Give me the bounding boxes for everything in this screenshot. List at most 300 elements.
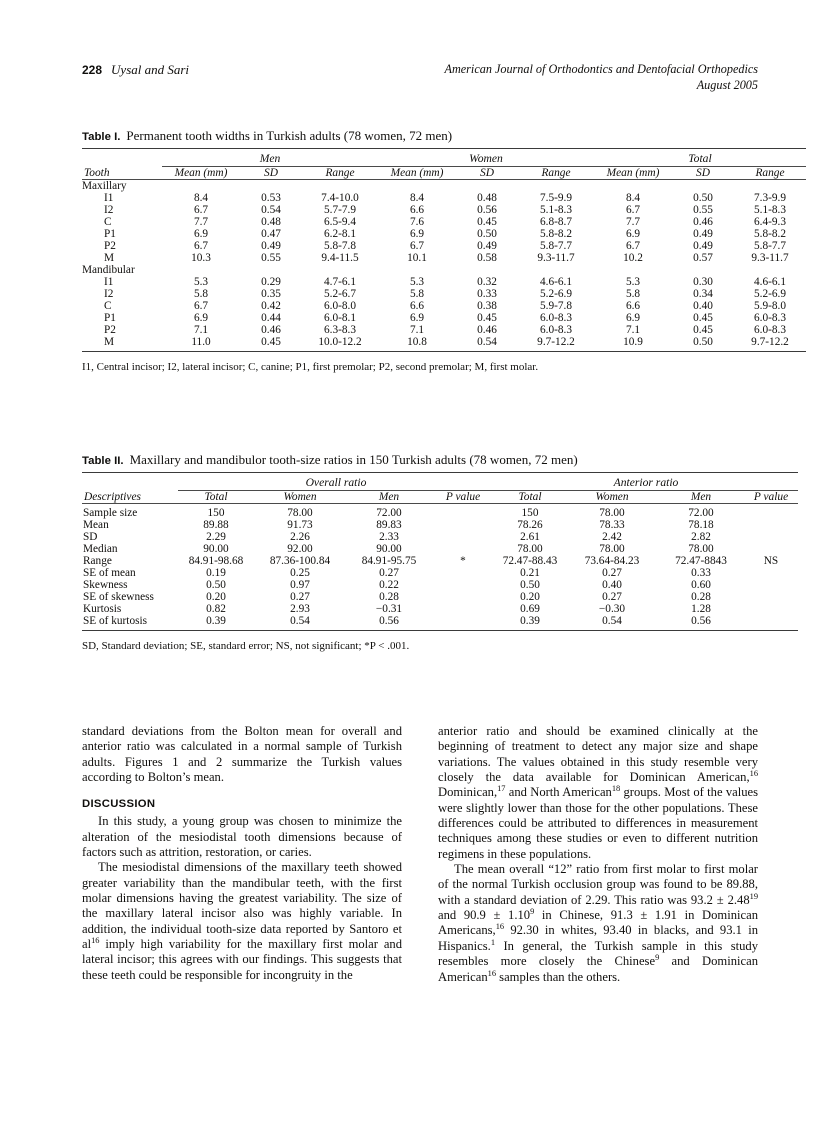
cell: 5.8-7.7 <box>753 240 786 252</box>
row-tooth-label: I2 <box>104 204 114 216</box>
cell: 6.6 <box>409 300 425 312</box>
col-men-sd: SD <box>240 167 302 180</box>
cell: 0.50 <box>693 336 713 348</box>
cell: 0.49 <box>693 228 713 240</box>
row-label: SE of skewness <box>83 591 154 603</box>
citation-ref: 18 <box>611 784 621 794</box>
cell <box>744 615 798 627</box>
cell: 6.0-8.1 <box>323 312 356 324</box>
table-row <box>82 579 798 591</box>
cell: 0.54 <box>290 615 310 627</box>
cell <box>432 531 494 543</box>
cell: 78.26 <box>517 519 543 531</box>
citation-ref: 9 <box>655 952 660 962</box>
paragraph: standard deviations from the Bolton mean for overall and anterior ratio was calculated in a normal sample of Turkish adults. Figures 1 and 2 summarize the Turkish values according to Bolton’s mean. <box>82 724 402 785</box>
cell: 7.7 <box>625 216 641 228</box>
cell: 78.33 <box>599 519 625 531</box>
cell: 9.7-12.2 <box>751 336 789 348</box>
col-overall-pvalue: P value <box>432 491 494 504</box>
cell: 7.7 <box>193 216 209 228</box>
cell: 9.3-11.7 <box>751 252 789 264</box>
table-2-grid <box>82 472 798 634</box>
cell: 0.56 <box>477 204 497 216</box>
cell <box>432 519 494 531</box>
table-2-footnote: SD, Standard deviation; SE, standard error; NS, not significant; *P < .001. <box>82 640 410 652</box>
table-row <box>82 324 806 336</box>
col-men-mean: Mean (mm) <box>162 167 240 180</box>
running-head <box>82 62 758 96</box>
citation-ref: 1 <box>490 937 496 947</box>
cell <box>432 603 494 615</box>
cell: 0.45 <box>477 216 497 228</box>
cell: 0.49 <box>261 240 281 252</box>
cell: 5.8-8.2 <box>539 228 572 240</box>
cell: 5.1-8.3 <box>539 204 572 216</box>
table-row <box>82 240 806 252</box>
cell <box>432 543 494 555</box>
col-anterior-pvalue: P value <box>744 491 798 504</box>
cell: 6.4-9.3 <box>753 216 786 228</box>
table-1-section-header <box>82 180 806 193</box>
table-2-group-overall: Overall ratio <box>305 476 367 489</box>
row-tooth-label: I1 <box>104 276 114 288</box>
cell: 0.27 <box>602 567 622 579</box>
cell: 6.6 <box>625 300 641 312</box>
paragraph-text: The mesiodistal dimensions of the maxillary teeth showed greater variability than the mandibular teeth, with the first molar dimensions having the greatest variability. The size of the maxillary lateral incisor also was highly variable. In addition, the individual tooth-size data reported by Santoro et al <box>82 860 402 952</box>
cell: 0.55 <box>261 252 281 264</box>
cell: 6.5-9.4 <box>323 216 356 228</box>
cell: 0.44 <box>261 312 281 324</box>
table-row <box>82 228 806 240</box>
cell: 0.28 <box>691 591 711 603</box>
cell: 78.18 <box>688 519 714 531</box>
cell: 150 <box>207 507 225 519</box>
cell: 6.9 <box>193 312 209 324</box>
table-row <box>82 336 806 348</box>
table-2 <box>82 452 789 653</box>
paragraph <box>438 862 758 985</box>
cell: 0.45 <box>477 312 497 324</box>
cell: 78.00 <box>688 543 714 555</box>
cell: 6.6 <box>409 204 425 216</box>
cell: 5.8 <box>193 288 209 300</box>
table-2-column-headers <box>82 491 798 504</box>
cell: 2.26 <box>290 531 310 543</box>
cell: 0.50 <box>520 579 540 591</box>
table-2-label: Table II. <box>82 455 124 467</box>
cell <box>744 603 798 615</box>
row-tooth-label: P1 <box>104 228 116 240</box>
cell: 5.2-6.9 <box>753 288 786 300</box>
cell: 0.33 <box>477 288 497 300</box>
cell: 0.33 <box>691 567 711 579</box>
paragraph-text: and 90.9 ± 1.10 <box>438 908 531 923</box>
table-2-group-anterior: Anterior ratio <box>613 476 679 489</box>
row-label: SE of mean <box>83 567 136 579</box>
cell: 5.3 <box>625 276 641 288</box>
cell: 89.83 <box>376 519 402 531</box>
cell: 0.97 <box>290 579 310 591</box>
cell: 0.69 <box>520 603 540 615</box>
cell: 8.4 <box>409 192 425 204</box>
cell: 0.19 <box>206 567 226 579</box>
cell: 78.00 <box>599 543 625 555</box>
col-total-mean: Mean (mm) <box>594 167 672 180</box>
cell: 6.3-8.3 <box>323 324 356 336</box>
table-1-group-men: Men <box>259 152 281 165</box>
row-tooth-label: P2 <box>104 324 116 336</box>
table-1-caption <box>82 128 758 144</box>
cell: 0.60 <box>691 579 711 591</box>
cell: 0.45 <box>693 312 713 324</box>
table-1 <box>82 128 789 374</box>
cell: 72.00 <box>688 507 714 519</box>
row-tooth-label: P1 <box>104 312 116 324</box>
cell: 5.3 <box>409 276 425 288</box>
cell: 0.45 <box>261 336 281 348</box>
cell: 84.91-98.68 <box>188 555 244 567</box>
paragraph-text: and Dominican American <box>438 954 758 984</box>
cell: 78.00 <box>517 543 543 555</box>
row-label: Mean <box>83 519 109 531</box>
cell: 0.48 <box>477 192 497 204</box>
cell: 2.82 <box>691 531 711 543</box>
table-row <box>82 276 806 288</box>
body-column-right <box>438 724 758 985</box>
cell: 0.49 <box>477 240 497 252</box>
paragraph-text: and North American <box>505 785 612 800</box>
table-1-footnote: I1, Central incisor; I2, lateral incisor; C, canine; P1, first premolar; P2, second premolar; M, first molar. <box>82 361 539 373</box>
cell: 10.9 <box>623 336 643 348</box>
table-1-section-header <box>82 264 806 276</box>
paragraph-text: groups. Most of the values were slightly lower than those for the other populations. These differences could be attributed to differences in measurement techniques among these studies or even to different nutrition regimens in these populations. <box>438 785 758 861</box>
cell: 150 <box>521 507 539 519</box>
row-label: SD <box>83 531 98 543</box>
table-2-group-header-row <box>82 476 798 489</box>
cell: 9.4-11.5 <box>321 252 359 264</box>
cell: 6.7 <box>193 300 209 312</box>
cell: 89.88 <box>203 519 229 531</box>
cell: 0.49 <box>693 240 713 252</box>
cell: 5.8 <box>409 288 425 300</box>
cell: 78.00 <box>599 507 625 519</box>
cell <box>744 531 798 543</box>
cell: 0.22 <box>379 579 399 591</box>
cell: 2.29 <box>206 531 226 543</box>
paragraph <box>438 724 758 862</box>
col-men-range: Range <box>302 167 378 180</box>
col-total-range: Range <box>734 167 806 180</box>
cell: 0.39 <box>206 615 226 627</box>
row-label: Sample size <box>83 507 138 519</box>
cell: 0.54 <box>602 615 622 627</box>
row-label: SE of kurtosis <box>83 615 148 627</box>
cell: 6.7 <box>625 204 641 216</box>
cell: 9.3-11.7 <box>537 252 575 264</box>
table-1-stub-header: Tooth <box>82 167 162 180</box>
cell: −0.30 <box>598 603 626 615</box>
issue-date: August 2005 <box>696 77 758 92</box>
paragraph-text: samples than the others. <box>496 969 621 984</box>
paragraph-text: In general, the Turkish sample in this study resembles more closely the Chinese <box>438 938 758 969</box>
cell: 4.7-6.1 <box>323 276 356 288</box>
col-anterior-men: Men <box>658 491 744 504</box>
table-row <box>82 555 798 567</box>
cell: 91.73 <box>287 519 313 531</box>
cell: 6.0-8.3 <box>753 324 786 336</box>
paragraph-text: 92.30 in whites, 93.40 in blacks, and 93.1 in Hispanics. <box>438 923 758 953</box>
paragraph-text: Dominican, <box>438 785 498 800</box>
col-women-sd: SD <box>456 167 518 180</box>
cell: 7.4-10.0 <box>321 192 359 204</box>
cell: 6.7 <box>409 240 425 252</box>
cell <box>432 579 494 591</box>
row-tooth-label: C <box>104 300 112 312</box>
cell: 6.0-8.0 <box>323 300 356 312</box>
cell: 0.56 <box>691 615 711 627</box>
cell: NS <box>763 555 779 567</box>
cell: 0.82 <box>206 603 226 615</box>
cell: 5.9-7.8 <box>539 300 572 312</box>
table-row <box>82 252 806 264</box>
cell: 0.50 <box>693 192 713 204</box>
citation-ref: 16 <box>495 922 505 932</box>
cell: 10.8 <box>407 336 427 348</box>
cell <box>432 591 494 603</box>
cell: 90.00 <box>376 543 402 555</box>
table-row <box>82 507 798 519</box>
cell: 5.8 <box>625 288 641 300</box>
citation-ref: 16 <box>91 935 100 945</box>
running-head-left <box>82 62 189 78</box>
cell: 92.00 <box>287 543 313 555</box>
col-overall-women: Women <box>254 491 346 504</box>
cell <box>744 591 798 603</box>
cell: 0.30 <box>693 276 713 288</box>
cell: 6.9 <box>409 312 425 324</box>
table-1-group-women: Women <box>469 152 503 165</box>
cell: 0.35 <box>261 288 281 300</box>
cell: 5.1-8.3 <box>753 204 786 216</box>
col-anterior-total: Total <box>494 491 566 504</box>
table-row <box>82 591 798 603</box>
cell: 10.0-12.2 <box>318 336 362 348</box>
section-label-maxillary: Maxillary <box>82 180 127 192</box>
running-head-right <box>445 62 758 93</box>
cell: 2.93 <box>290 603 310 615</box>
paragraph-text: anterior ratio and should be examined clinically at the beginning of treatment to detect any major size and shape variations. The values obtained in this study resemble very closely the data available for Dominican American, <box>438 724 758 785</box>
cell: 6.0-8.3 <box>539 312 572 324</box>
cell: 0.42 <box>261 300 281 312</box>
row-label: Range <box>83 555 112 567</box>
cell <box>432 567 494 579</box>
cell: 5.3 <box>193 276 209 288</box>
cell: 1.28 <box>691 603 711 615</box>
citation-ref: 19 <box>749 891 758 901</box>
cell: 6.9 <box>625 228 641 240</box>
cell: 87.36-100.84 <box>269 555 331 567</box>
row-label: Skewness <box>83 579 128 591</box>
section-heading-discussion: DISCUSSION <box>82 798 156 811</box>
journal-name: American Journal of Orthodontics and Dentofacial Orthopedics <box>444 62 758 76</box>
table-row <box>82 312 806 324</box>
row-tooth-label: I1 <box>104 192 114 204</box>
citation-ref: 16 <box>749 768 758 778</box>
cell: 2.61 <box>520 531 540 543</box>
cell: 10.2 <box>623 252 643 264</box>
table-1-group-header-row <box>82 152 806 165</box>
paragraph: In this study, a young group was chosen to minimize the alteration of the mesiodistal tooth dimensions because of factors such as attrition, restoration, or caries. <box>82 814 402 860</box>
cell: 2.42 <box>602 531 622 543</box>
cell: 5.2-6.7 <box>323 288 356 300</box>
cell: 7.1 <box>409 324 425 336</box>
cell: 4.6-6.1 <box>753 276 786 288</box>
cell: 0.45 <box>693 324 713 336</box>
cell: 0.55 <box>693 204 713 216</box>
cell: 5.8-7.8 <box>323 240 356 252</box>
cell: 0.40 <box>602 579 622 591</box>
cell: 7.1 <box>625 324 641 336</box>
running-head-authors: Uysal and Sari <box>111 62 190 77</box>
cell <box>744 579 798 591</box>
cell: 0.57 <box>693 252 713 264</box>
cell: 0.20 <box>206 591 226 603</box>
cell <box>744 519 798 531</box>
table-row <box>82 204 806 216</box>
cell: 0.28 <box>379 591 399 603</box>
cell: 0.38 <box>477 300 497 312</box>
cell: 0.47 <box>261 228 281 240</box>
cell: 90.00 <box>203 543 229 555</box>
cell: 0.54 <box>261 204 281 216</box>
col-women-range: Range <box>518 167 594 180</box>
cell: 5.2-6.9 <box>539 288 572 300</box>
cell: 0.32 <box>477 276 497 288</box>
cell: 10.1 <box>407 252 427 264</box>
cell: 6.7 <box>193 204 209 216</box>
cell: 0.58 <box>477 252 497 264</box>
cell: 7.6 <box>409 216 425 228</box>
cell: 0.50 <box>206 579 226 591</box>
cell: 0.25 <box>290 567 310 579</box>
cell: 0.39 <box>520 615 540 627</box>
cell: 8.4 <box>193 192 209 204</box>
cell: 0.56 <box>379 615 399 627</box>
table-2-caption <box>82 452 758 468</box>
table-row <box>82 300 806 312</box>
paragraph-text: The mean overall “12” ratio from first molar to first molar of the normal Turkish occlusion group was found to be 89.88, with a standard deviation of 2.29. This ratio was 93.2 ± 2.48 <box>438 862 758 907</box>
cell: 6.0-8.3 <box>753 312 786 324</box>
cell: 6.9 <box>625 312 641 324</box>
cell: 0.20 <box>520 591 540 603</box>
cell: 6.8-8.7 <box>539 216 572 228</box>
cell: 0.40 <box>693 300 713 312</box>
body-column-left <box>82 724 402 983</box>
cell <box>432 615 494 627</box>
cell: 72.47-88.43 <box>502 555 558 567</box>
cell: 0.46 <box>477 324 497 336</box>
cell <box>432 507 494 519</box>
citation-ref: 16 <box>487 968 497 978</box>
table-1-label: Table I. <box>82 131 121 143</box>
col-anterior-women: Women <box>566 491 658 504</box>
cell <box>744 543 798 555</box>
cell: 0.27 <box>379 567 399 579</box>
cell: 7.5-9.9 <box>539 192 572 204</box>
cell: 11.0 <box>191 336 211 348</box>
paragraph <box>82 860 402 983</box>
page-number: 228 <box>82 63 103 77</box>
row-tooth-label: C <box>104 216 112 228</box>
cell: 7.1 <box>193 324 209 336</box>
section-label-mandibular: Mandibular <box>82 264 135 276</box>
cell: 0.27 <box>602 591 622 603</box>
cell: 0.48 <box>261 216 281 228</box>
cell: 8.4 <box>625 192 641 204</box>
table-row <box>82 288 806 300</box>
col-total-sd: SD <box>672 167 734 180</box>
cell: 5.8-7.7 <box>539 240 572 252</box>
citation-ref: 17 <box>497 784 506 794</box>
table-row <box>82 192 806 204</box>
paragraph-text: imply high variability for the maxillary first molar and lateral incisor; this agrees with our findings. This suggests that these teeth could be responsible for incongruity in the <box>82 937 402 982</box>
cell: 9.7-12.2 <box>537 336 575 348</box>
table-1-column-headers <box>82 167 806 180</box>
cell: 5.7-7.9 <box>323 204 356 216</box>
cell: 72.00 <box>376 507 402 519</box>
cell: 0.27 <box>290 591 310 603</box>
col-overall-men: Men <box>346 491 432 504</box>
table-1-title: Permanent tooth widths in Turkish adults (78 women, 72 men) <box>126 128 453 143</box>
cell: 6.0-8.3 <box>539 324 572 336</box>
cell: 0.34 <box>693 288 713 300</box>
cell: 72.47-8843 <box>675 555 727 567</box>
table-row <box>82 615 798 627</box>
row-label: Median <box>83 543 118 555</box>
cell: 0.53 <box>261 192 281 204</box>
cell <box>744 507 798 519</box>
cell: 84.91-95.75 <box>361 555 417 567</box>
paragraph-text: in Chinese, 91.3 ± 1.91 in Dominican Americans, <box>438 908 758 938</box>
cell: 10.3 <box>191 252 211 264</box>
row-tooth-label: P2 <box>104 240 116 252</box>
cell: 2.33 <box>379 531 399 543</box>
cell: 0.46 <box>693 216 713 228</box>
cell: 7.3-9.9 <box>753 192 786 204</box>
table-row <box>82 216 806 228</box>
table-1-grid <box>82 148 806 355</box>
cell: 0.29 <box>261 276 281 288</box>
cell: 0.54 <box>477 336 497 348</box>
cell: 6.9 <box>193 228 209 240</box>
cell: −0.31 <box>375 603 403 615</box>
citation-ref: 9 <box>530 906 535 916</box>
cell: 6.9 <box>409 228 425 240</box>
row-tooth-label: M <box>104 336 115 348</box>
table-row <box>82 519 798 531</box>
table-row <box>82 567 798 579</box>
cell: 5.8-8.2 <box>753 228 786 240</box>
cell: * <box>460 555 466 567</box>
table-2-stub-header: Descriptives <box>82 491 178 504</box>
cell: 78.00 <box>287 507 313 519</box>
table-row <box>82 531 798 543</box>
table-row <box>82 603 798 615</box>
cell <box>744 567 798 579</box>
cell: 0.46 <box>261 324 281 336</box>
table-2-title: Maxillary and mandibulor tooth-size ratios in 150 Turkish adults (78 women, 72 men) <box>129 452 578 467</box>
col-women-mean: Mean (mm) <box>378 167 456 180</box>
